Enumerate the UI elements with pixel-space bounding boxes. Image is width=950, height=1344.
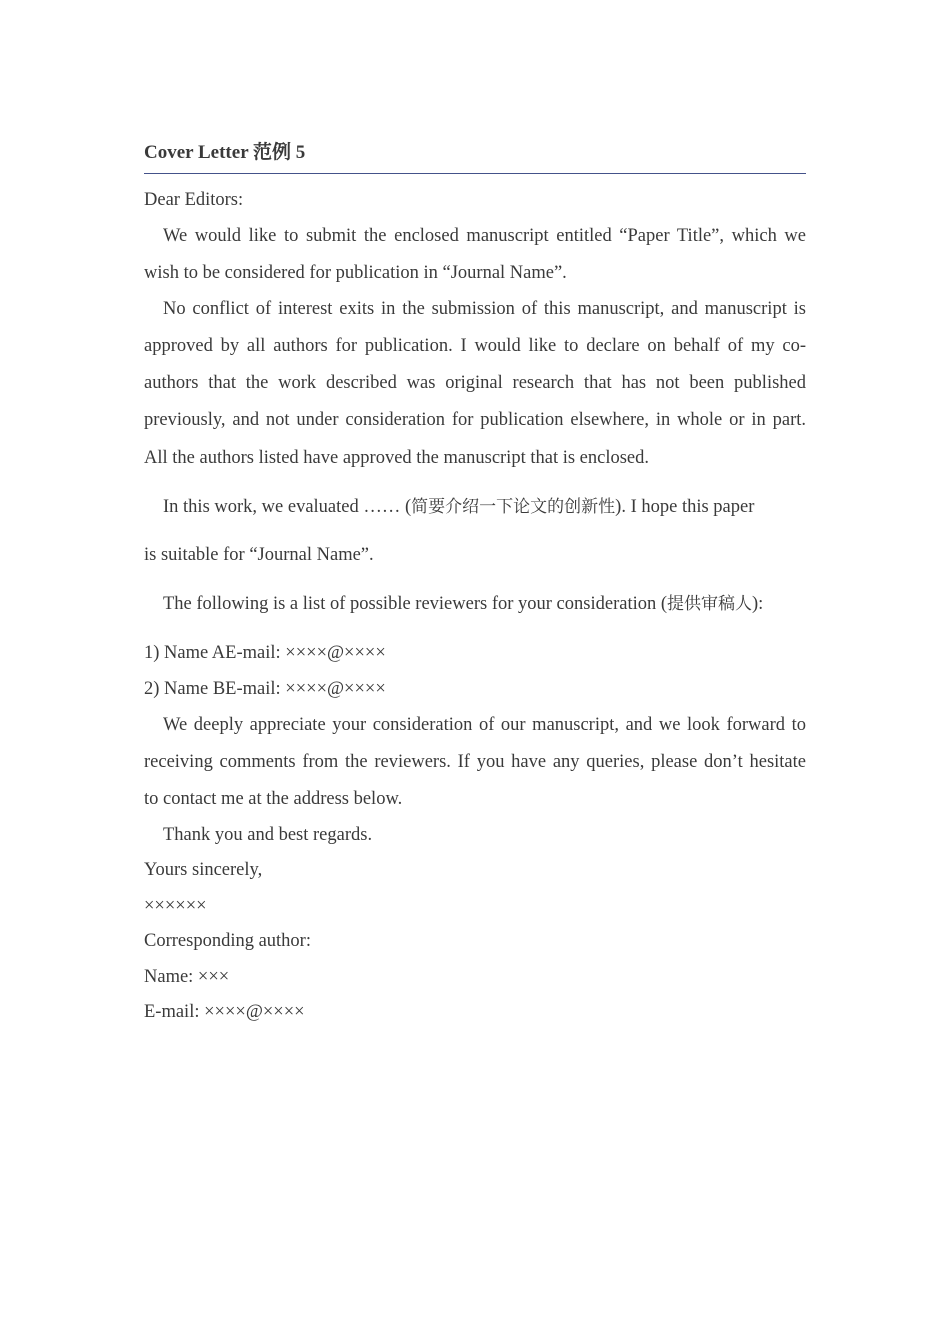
p4-text-a: The following is a list of possible reviewers for your consideration ( [163, 594, 668, 614]
paragraph-2-line-5: All the authors listed have approved the manuscript that is enclosed. [144, 448, 650, 468]
reviewer-1: 1) Name AE-mail: ××××@×××× [144, 643, 386, 663]
title-underline [144, 173, 806, 174]
signature-line: ×××××× [144, 896, 207, 916]
salutation: Dear Editors: [144, 190, 244, 210]
paragraph-3-line-2: is suitable for “Journal Name”. [144, 545, 374, 565]
thanks-line: Thank you and best regards. [163, 825, 373, 845]
p4-cjk-note: 提供审稿人 [667, 594, 753, 614]
p3-cjk-note: 简要介绍一下论文的创新性 [411, 497, 616, 517]
paragraph-2-line-4: previously, and not under consideration for publication elsewhere, in whole or in part. [144, 410, 806, 430]
paragraph-2-line-1: No conflict of interest exits in the submission of this manuscript, and manuscript is [163, 299, 806, 319]
paragraph-5-line-3: to contact me at the address below. [144, 789, 403, 809]
document-title: Cover Letter 范例 5 [144, 142, 306, 163]
paragraph-1-line-2: wish to be considered for publication in “Journal Name”. [144, 263, 567, 283]
p3-text-a: In this work, we evaluated …… ( [163, 497, 412, 517]
paragraph-3-line-1 [144, 495, 806, 519]
paragraph-5-line-2: receiving comments from the reviewers. If you have any queries, please don’t hesitate [144, 752, 806, 772]
p4-text-b: ): [752, 594, 764, 614]
paragraph-4 [144, 592, 806, 616]
paragraph-1-line-1: We would like to submit the enclosed manuscript entitled “Paper Title”, which we [163, 226, 806, 246]
reviewer-2: 2) Name BE-mail: ××××@×××× [144, 679, 386, 699]
p3-text-b: ). I hope this paper [615, 497, 755, 517]
paragraph-2-line-2: approved by all authors for publication. I would like to declare on behalf of my co- [144, 336, 806, 356]
paragraph-2-line-3: authors that the work described was original research that has not been published [144, 373, 806, 393]
paragraph-5-line-1: We deeply appreciate your consideration of our manuscript, and we look forward to [163, 715, 806, 735]
closing-line: Yours sincerely, [144, 860, 263, 880]
corresponding-author-label: Corresponding author: [144, 931, 311, 951]
corresponding-name: Name: ××× [144, 967, 230, 987]
corresponding-email: E-mail: ××××@×××× [144, 1002, 305, 1022]
